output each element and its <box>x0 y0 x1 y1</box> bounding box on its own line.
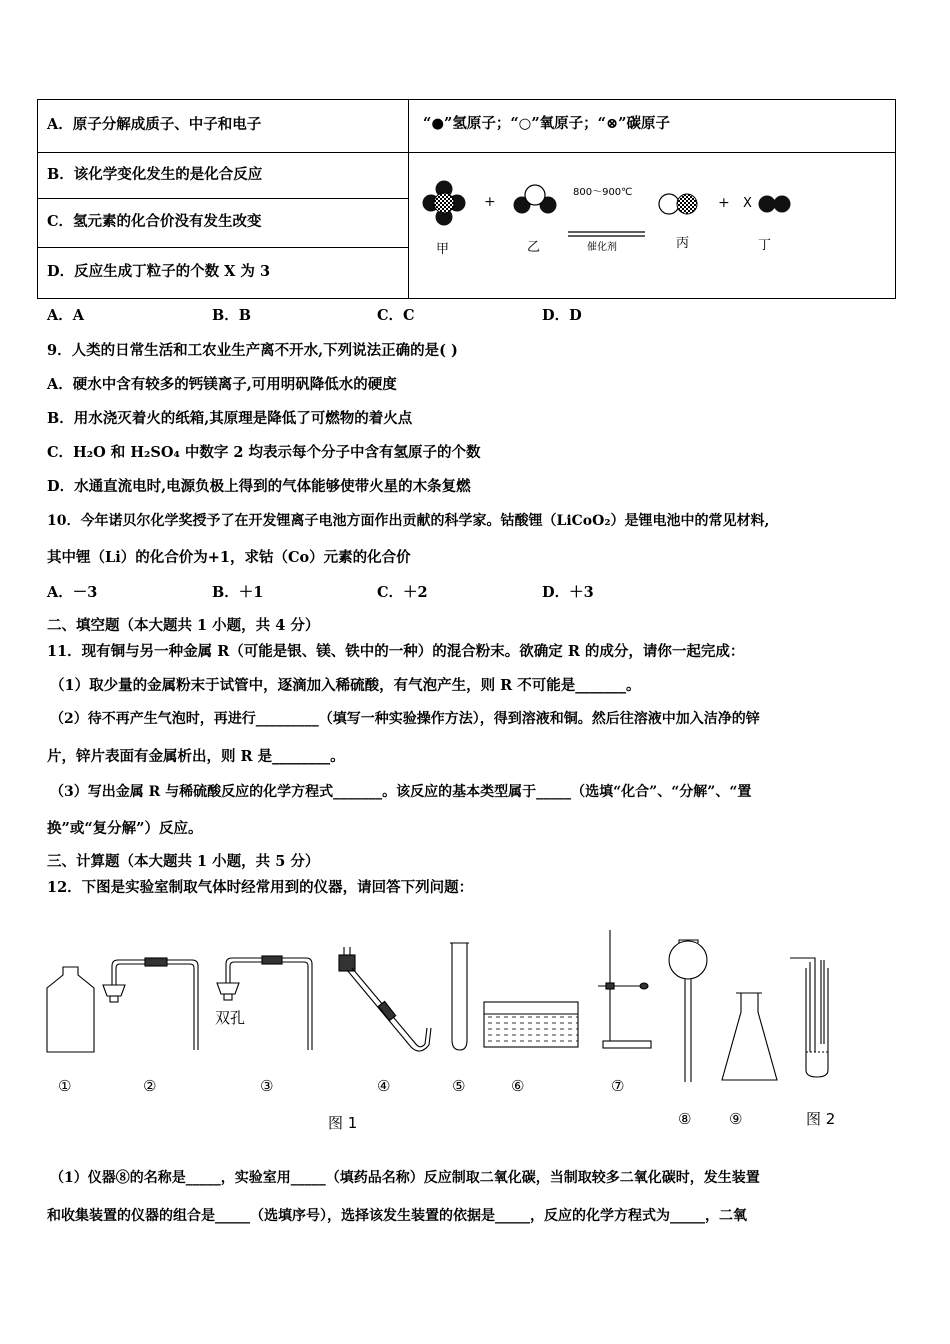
apparatus-number-8: ⑧ <box>678 1110 692 1128</box>
option-c-cell: C．氢元素的化合价没有发生改变 <box>47 213 262 230</box>
option-a-cell: A．原子分解成质子、中子和电子 <box>47 116 262 133</box>
apparatus-number-9: ⑨ <box>729 1110 743 1128</box>
conical-flask <box>722 993 777 1080</box>
q9-option-d: D．水通直流电时,电源负极上得到的气体能够使带火星的木条复燃 <box>47 478 471 495</box>
plus-sign-2: + <box>718 195 730 211</box>
q11-part3-line2: 换”或“复分解”）反应。 <box>47 820 203 837</box>
section-heading-2: 二、填空题（本大题共 1 小题，共 4 分） <box>47 617 320 634</box>
q10-option-c: C．＋2 <box>377 584 428 601</box>
q8-table <box>37 99 896 299</box>
apparatus-number-1: ① <box>58 1077 72 1095</box>
coefficient-x: X <box>743 196 752 211</box>
q10-stem-line1: 10．今年诺贝尔化学奖授予了在开发锂离子电池方面作出贡献的科学家。钴酸锂（LiCoO₂）是锂电池中的常见材料, <box>47 513 770 529</box>
option-d-cell: D．反应生成丁粒子的个数 X 为 3 <box>47 263 271 280</box>
option-b-cell: B．该化学变化发生的是化合反应 <box>47 166 263 183</box>
q9-option-c: C．H₂O 和 H₂SO₄ 中数字 2 均表示每个分子中含有氢原子的个数 <box>47 444 481 461</box>
atom-legend: “●”氢原子；“○”氧原子；“⊗”碳原子 <box>423 115 670 132</box>
q11-part2-line2: 片，锌片表面有金属析出，则 R 是________。 <box>47 748 345 765</box>
figure-1-caption: 图 1 <box>328 1114 358 1132</box>
q8-option-a: A．A <box>47 307 85 324</box>
q12-stem: 12．下图是实验室制取气体时经常用到的仪器，请回答下列问题： <box>47 879 474 896</box>
water-trough <box>484 1002 578 1047</box>
reaction-diagram <box>38 100 897 300</box>
q9-option-b: B．用水浇灭着火的纸箱,其原理是降低了可燃物的着火点 <box>47 410 413 427</box>
section-heading-3: 三、计算题（本大题共 1 小题，共 5 分） <box>47 853 320 870</box>
long-neck-funnel <box>669 940 707 1082</box>
label-bing: 丙 <box>676 236 690 251</box>
q11-part3-line1: （3）写出金属 R 与稀硫酸反应的化学方程式_______。该反应的基本类型属于_____（选填“化合”、“分解”、“置 <box>50 784 752 800</box>
q8-option-c: C．C <box>377 307 415 324</box>
molecule-jia <box>423 181 466 226</box>
q8-option-b: B．B <box>212 307 252 324</box>
q12-part1-line1: （1）仪器⑧的名称是_____，实验室用_____（填药品名称）反应制取二氧化碳，当制取较多二氧化碳时，发生装置 <box>50 1170 760 1186</box>
stopper-with-bent-tube <box>103 958 198 1050</box>
test-tube <box>450 943 469 1050</box>
molecule-yi <box>514 185 557 214</box>
apparatus-number-7: ⑦ <box>611 1077 625 1095</box>
gas-collecting-bottle <box>47 967 94 1052</box>
q10-option-b: B．＋1 <box>212 584 264 601</box>
catalyst-label: 催化剂 <box>587 242 617 253</box>
q9-option-a: A．硬水中含有较多的钙镁离子,可用明矾降低水的硬度 <box>47 376 397 393</box>
q11-part1: （1）取少量的金属粉末于试管中，逐滴加入稀硫酸，有气泡产生，则 R 不可能是_______。 <box>50 677 641 694</box>
q8-option-d: D．D <box>542 307 582 324</box>
label-yi: 乙 <box>527 240 541 255</box>
figure-2-caption: 图 2 <box>806 1110 836 1128</box>
figure-2-apparatus <box>790 958 828 1077</box>
apparatus-number-4: ④ <box>377 1077 391 1095</box>
molecule-bing <box>659 194 697 214</box>
molecule-ding <box>759 196 791 213</box>
label-jia: 甲 <box>436 242 450 257</box>
reaction-condition: 800～900℃ <box>573 187 633 198</box>
q10-option-d: D．＋3 <box>542 584 594 601</box>
q10-stem-line2: 其中锂（Li）的化合价为+1，求钴（Co）元素的化合价 <box>47 549 411 566</box>
apparatus-number-5: ⑤ <box>452 1077 466 1095</box>
apparatus-number-2: ② <box>143 1077 157 1095</box>
iron-stand <box>598 930 651 1048</box>
double-hole-stopper <box>217 956 312 1050</box>
plus-sign-1: + <box>484 194 496 210</box>
bent-delivery-tube <box>339 947 431 1051</box>
q12-part1-line2: 和收集装置的仪器的组合是_____（选填序号），选择该发生装置的依据是_____，反应的化学方程式为_____，二氧 <box>47 1208 747 1224</box>
apparatus-number-6: ⑥ <box>511 1077 525 1095</box>
apparatus-number-3: ③ <box>260 1077 274 1095</box>
q11-stem: 11．现有铜与另一种金属 R（可能是银、镁、铁中的一种）的混合粉末。欲确定 R 的成分，请你一起完成： <box>47 643 745 660</box>
q10-option-a: A．－3 <box>47 584 98 601</box>
q11-part2-line1: （2）待不再产生气泡时，再进行_________（填写一种实验操作方法），得到溶液和铜。然后往溶液中加入洁净的锌 <box>50 711 760 727</box>
shuangkong-label: 双孔 <box>215 1009 246 1027</box>
q9-stem: 9．人类的日常生活和工农业生产离不开水,下列说法正确的是( ) <box>47 342 458 359</box>
label-ding: 丁 <box>758 238 772 253</box>
